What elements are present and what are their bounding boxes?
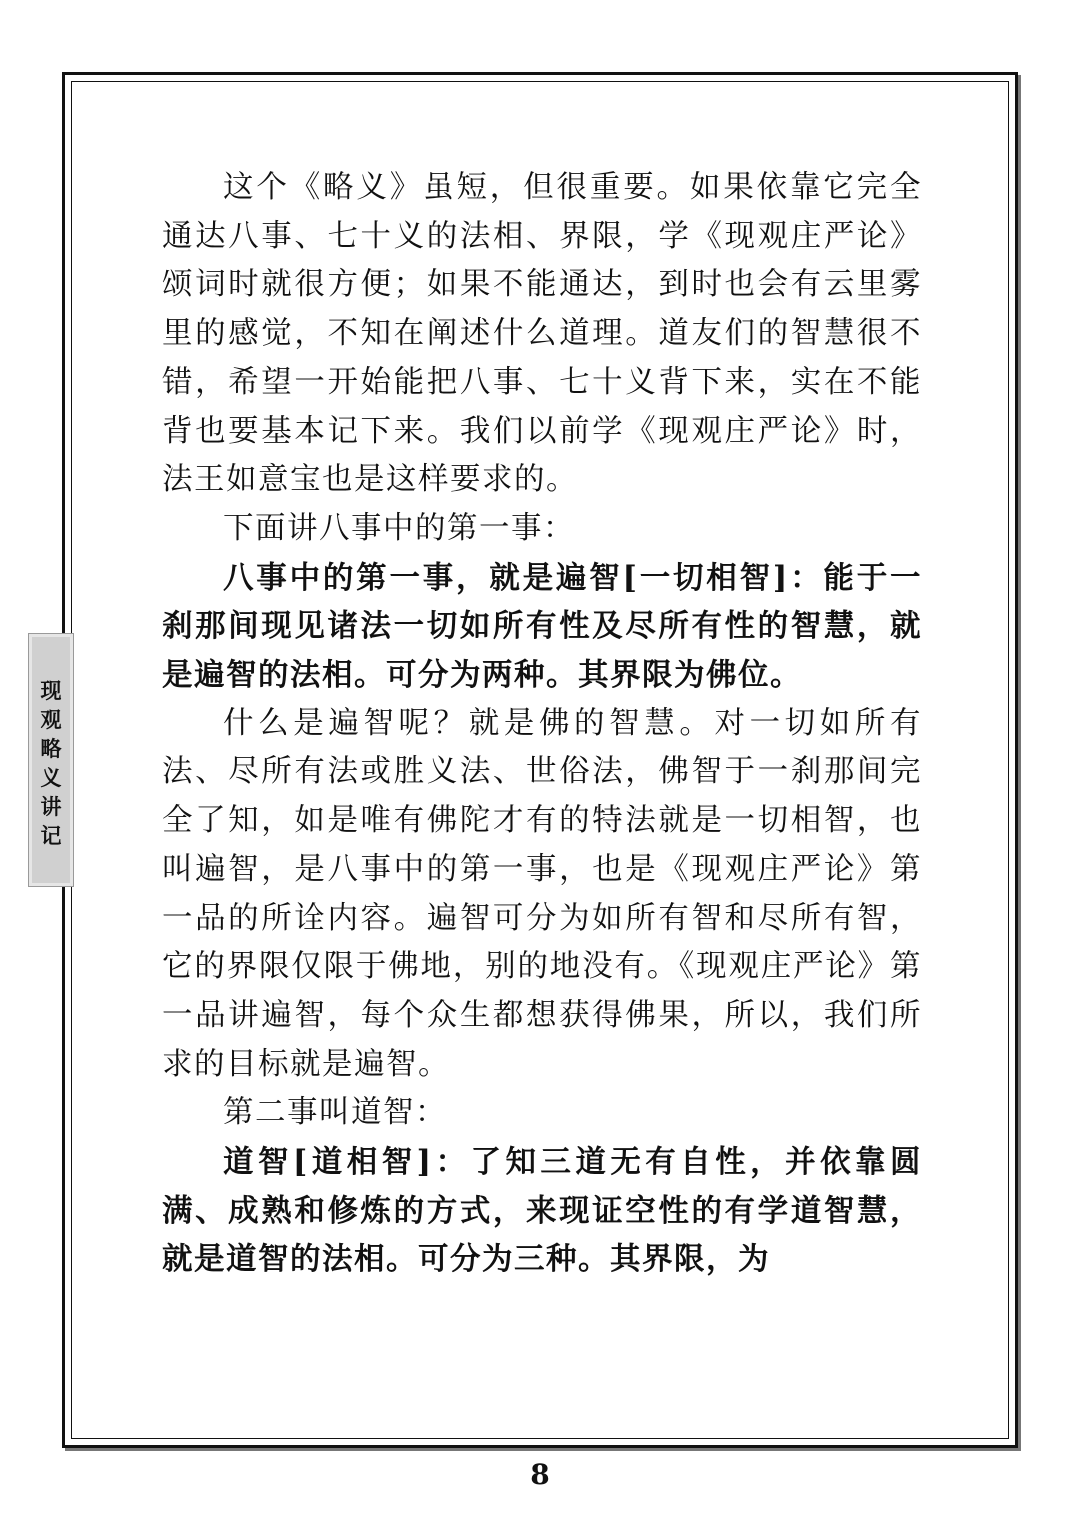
paragraph-1: 这个《略义》虽短，但很重要。如果依靠它完全通达八事、七十义的法相、界限，学《现观庄严论》颂词时就很方便；如果不能通达，到时也会有云里雾里的感觉，不知在阐述什么道理。道友们的智慧很不错，希望一开始能把八事、七十义背下来，实在不能背也要基本记下来。我们以前学《现观庄严论》时，法王如意宝也是这样要求的。	[162, 170, 922, 498]
paragraph-2: 下面讲八事中的第一事：	[223, 510, 575, 546]
side-book-title: 现 观 略 义 讲 记	[40, 678, 62, 848]
paragraph-4: 什么是遍智呢？就是佛的智慧。对一切如所有法、尽所有法或胜义法、世俗法，佛智于一刹那间完全了知，如是唯有佛陀才有的特法就是一切相智，也叫遍智，是八事中的第一事，也是《现观庄严论》第一品的所诠内容。遍智可分为如所有智和尽所有智，它的界限仅限于佛地，别的地没有。《现观庄严论》第一品讲遍智，每个众生都想获得佛果，所以，我们所求的目标就是遍智。	[162, 705, 922, 1082]
paragraph-5: 第二事叫道智：	[223, 1095, 447, 1131]
page-number: 8	[530, 1458, 550, 1491]
paragraph-6-root-text: 道智[道相智]：了知三道无有自性，并依靠圆满、成熟和修炼的方式，来现证空性的有学道智慧，就是道智的法相。可分为三种。其界限，为	[162, 1144, 922, 1278]
side-book-title-tab	[28, 633, 74, 887]
body-text	[162, 164, 922, 1284]
paragraph-3-root-text: 八事中的第一事，就是遍智[一切相智]：能于一刹那间现见诸法一切如所有性及尽所有性的智慧，就是遍智的法相。可分为两种。其界限为佛位。	[162, 559, 922, 694]
